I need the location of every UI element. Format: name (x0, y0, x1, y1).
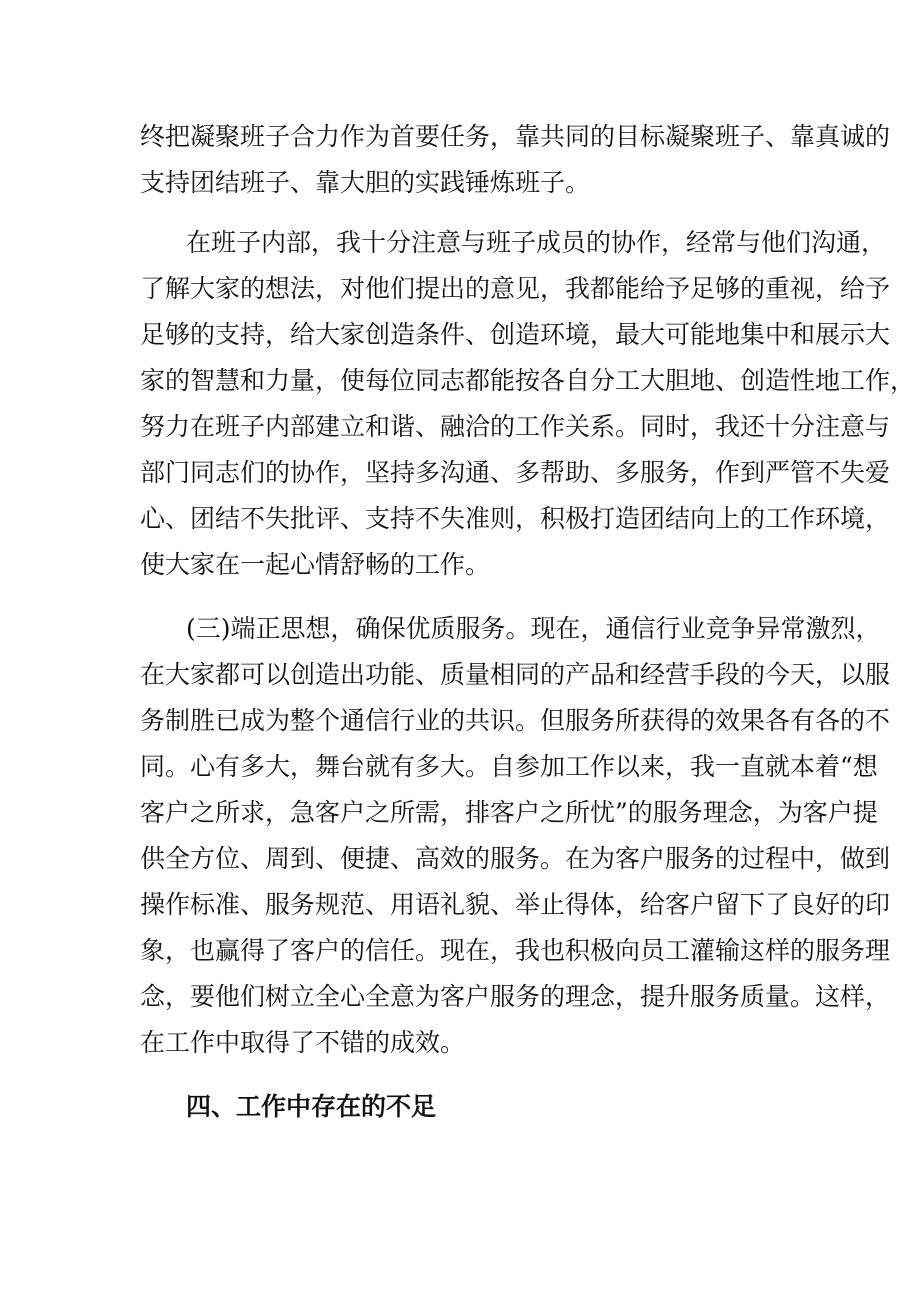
paragraph-line: 支持团结班子、靠大胆的实践锤炼班子。 (140, 168, 591, 197)
paragraph-line: 在大家都可以创造出功能、质量相同的产品和经营手段的今天，以服 (140, 660, 891, 689)
paragraph-line: 了解大家的想法，对他们提出的意见，我都能给予足够的重视，给予 (140, 274, 891, 303)
paragraph-line: 部门同志们的协作，坚持多沟通、多帮助、多服务，作到严管不失爱 (140, 458, 891, 487)
paragraph-line: 操作标准、服务规范、用语礼貌、举止得体，给客户留下了良好的印 (140, 890, 891, 919)
paragraph-line: 家的智慧和力量，使每位同志都能按各自分工大胆地、创造性地工作， (140, 366, 916, 395)
paragraph-line: 念，要他们树立全心全意为客户服务的理念，提升服务质量。这样， (140, 982, 891, 1011)
paragraph-line: 在工作中取得了不错的成效。 (140, 1028, 466, 1057)
paragraph-line: 客户之所求，急客户之所需，排客户之所忧”的服务理念，为客户提 (140, 798, 878, 827)
paragraph-line: 终把凝聚班子合力作为首要任务，靠共同的目标凝聚班子、靠真诚的 (140, 122, 891, 151)
paragraph-line: 心、团结不失批评、支持不失准则，积极打造团结向上的工作环境， (140, 504, 891, 533)
paragraph-line: 供全方位、周到、便捷、高效的服务。在为客户服务的过程中，做到 (140, 844, 891, 873)
paragraph-line: 同。心有多大，舞台就有多大。自参加工作以来，我一直就本着“想 (140, 752, 878, 781)
paragraph-line: 使大家在一起心情舒畅的工作。 (140, 550, 491, 579)
paragraph-line: 务制胜已成为整个通信行业的共识。但服务所获得的效果各有各的不 (140, 706, 891, 735)
paragraph-line: (三)端正思想，确保优质服务。现在，通信行业竞争异常激烈， (186, 614, 881, 643)
paragraph-line: 在班子内部，我十分注意与班子成员的协作，经常与他们沟通， (186, 228, 887, 257)
paragraph-line: 努力在班子内部建立和谐、融洽的工作关系。同时，我还十分注意与 (140, 412, 891, 441)
paragraph-line: 象，也赢得了客户的信任。现在，我也积极向员工灌输这样的服务理 (140, 936, 891, 965)
paragraph-line: 足够的支持，给大家创造条件、创造环境，最大可能地集中和展示大 (140, 320, 891, 349)
section-heading: 四、工作中存在的不足 (186, 1092, 437, 1121)
